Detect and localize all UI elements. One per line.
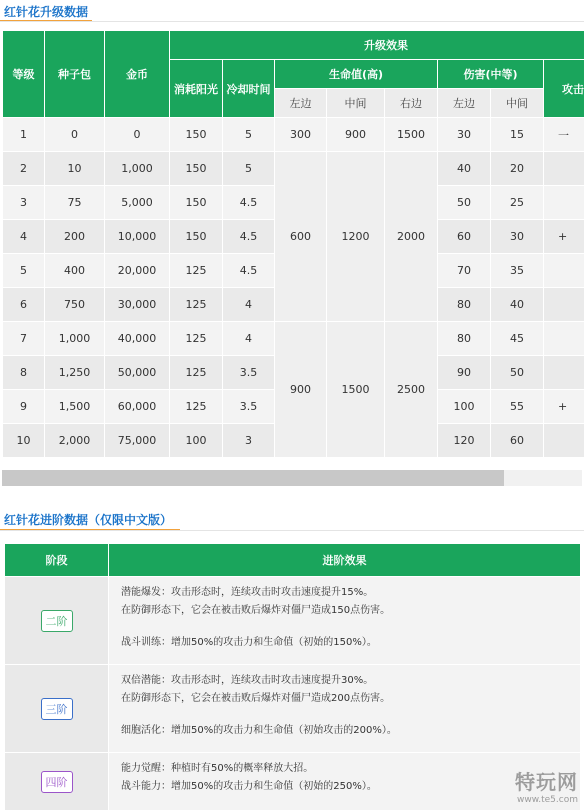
cell-attack: [544, 152, 584, 186]
cell-dmg-left: 60: [438, 220, 491, 254]
cell-attack: [544, 186, 584, 220]
cell-cooldown: 4: [223, 322, 275, 356]
cell-attack: [544, 322, 584, 356]
watermark-logo-text: 特玩网: [515, 766, 578, 795]
cell-cooldown: 4.5: [223, 186, 275, 220]
cell-dmg-left: 30: [438, 118, 491, 152]
cell-attack: [544, 288, 584, 322]
cell-seed: 1,500: [45, 390, 105, 424]
cell-dmg-left: 70: [438, 254, 491, 288]
cell-attack: +: [544, 220, 584, 254]
cell-seed: 400: [45, 254, 105, 288]
stage-cell: [5, 577, 109, 665]
cell-attack: [544, 356, 584, 390]
cell-hp-mid: 1200: [327, 152, 385, 322]
cell-level: 3: [3, 186, 45, 220]
cell-level: 1: [3, 118, 45, 152]
cell-sun: 125: [170, 254, 223, 288]
cell-dmg-mid: 35: [491, 254, 544, 288]
cell-seed: 75: [45, 186, 105, 220]
cell-dmg-mid: 25: [491, 186, 544, 220]
effect-line: 双倍潜能：攻击形态时，连续攻击时攻击速度提升30%。: [121, 672, 580, 690]
cell-hp-right: 2000: [385, 152, 438, 322]
cell-gold: 10,000: [105, 220, 170, 254]
cell-dmg-mid: 20: [491, 152, 544, 186]
cell-seed: 0: [45, 118, 105, 152]
cell-dmg-left: 100: [438, 390, 491, 424]
col-sun-cost: 消耗阳光: [170, 60, 223, 118]
cell-gold: 1,000: [105, 152, 170, 186]
effect-line: 在防御形态下，它会在被击败后爆炸对僵尸造成150点伤害。: [121, 602, 580, 620]
cell-cooldown: 4.5: [223, 254, 275, 288]
site-watermark: [515, 766, 578, 805]
cell-dmg-left: 40: [438, 152, 491, 186]
cell-seed: 200: [45, 220, 105, 254]
cell-level: 9: [3, 390, 45, 424]
upgrade-section-title: 红针花升级数据: [4, 3, 88, 20]
effect-cell: [109, 665, 581, 753]
effect-gap: [121, 708, 580, 722]
col-upgrade-effect: 升级效果: [170, 31, 584, 60]
table-row: [3, 118, 584, 152]
col-hp-left: 左边: [275, 89, 327, 118]
cell-gold: 20,000: [105, 254, 170, 288]
cell-sun: 125: [170, 390, 223, 424]
col-dmg-left: 左边: [438, 89, 491, 118]
cell-sun: 100: [170, 424, 223, 458]
advance-table: [4, 543, 581, 811]
cell-sun: 150: [170, 152, 223, 186]
cell-cooldown: 4.5: [223, 220, 275, 254]
cell-level: 10: [3, 424, 45, 458]
col-hp-right: 右边: [385, 89, 438, 118]
cell-gold: 0: [105, 118, 170, 152]
cell-seed: 1,000: [45, 322, 105, 356]
col-advance-effect: 进阶效果: [109, 544, 581, 577]
cell-level: 2: [3, 152, 45, 186]
cell-sun: 150: [170, 186, 223, 220]
col-dmg-mid: 中间: [491, 89, 544, 118]
cell-cooldown: 5: [223, 118, 275, 152]
cell-dmg-mid: 45: [491, 322, 544, 356]
cell-attack: [544, 254, 584, 288]
scrollbar-thumb[interactable]: [2, 470, 504, 486]
col-attack: 攻击: [544, 60, 584, 118]
cell-seed: 750: [45, 288, 105, 322]
table-row: [5, 753, 581, 811]
cell-level: 5: [3, 254, 45, 288]
cell-cooldown: 3: [223, 424, 275, 458]
cell-dmg-left: 50: [438, 186, 491, 220]
col-level: 等级: [3, 31, 45, 118]
cell-cooldown: 3.5: [223, 390, 275, 424]
upgrade-table: [2, 30, 584, 458]
cell-gold: 30,000: [105, 288, 170, 322]
cell-hp-mid: 1500: [327, 322, 385, 458]
effect-gap: [121, 620, 580, 634]
stage-badge: 四阶: [41, 771, 73, 793]
cell-cooldown: 5: [223, 152, 275, 186]
cell-attack: [544, 424, 584, 458]
upgrade-title-rule: [0, 21, 584, 22]
cell-dmg-mid: 55: [491, 390, 544, 424]
effect-cell: [109, 577, 581, 665]
advance-title-rule: [0, 530, 584, 531]
table-row: [3, 322, 584, 356]
effect-line: 潜能爆发：攻击形态时，连续攻击时攻击速度提升15%。: [121, 584, 580, 602]
col-damage: 伤害(中等): [438, 60, 544, 89]
table-row: [5, 577, 581, 665]
cell-sun: 150: [170, 220, 223, 254]
col-cooldown: 冷却时间: [223, 60, 275, 118]
horizontal-scrollbar[interactable]: [2, 470, 582, 486]
cell-cooldown: 4: [223, 288, 275, 322]
cell-sun: 125: [170, 322, 223, 356]
col-hp: 生命值(高): [275, 60, 438, 89]
cell-gold: 75,000: [105, 424, 170, 458]
advance-section-title: 红针花进阶数据（仅限中文版）: [4, 511, 172, 528]
col-gold: 金币: [105, 31, 170, 118]
cell-sun: 150: [170, 118, 223, 152]
cell-dmg-mid: 60: [491, 424, 544, 458]
cell-sun: 125: [170, 356, 223, 390]
cell-gold: 5,000: [105, 186, 170, 220]
cell-dmg-mid: 30: [491, 220, 544, 254]
cell-seed: 1,250: [45, 356, 105, 390]
cell-seed: 2,000: [45, 424, 105, 458]
cell-attack: 一: [544, 118, 584, 152]
cell-hp-right: 2500: [385, 322, 438, 458]
effect-line: 能力觉醒：种植时有50%的概率释放大招。: [121, 760, 580, 778]
cell-hp-mid: 900: [327, 118, 385, 152]
cell-level: 7: [3, 322, 45, 356]
cell-cooldown: 3.5: [223, 356, 275, 390]
table-row: [5, 665, 581, 753]
stage-badge: 二阶: [41, 610, 73, 632]
cell-level: 8: [3, 356, 45, 390]
stage-badge: 三阶: [41, 698, 73, 720]
effect-line: 在防御形态下，它会在被击败后爆炸对僵尸造成200点伤害。: [121, 690, 580, 708]
stage-cell: [5, 665, 109, 753]
cell-dmg-left: 90: [438, 356, 491, 390]
effect-cell: [109, 753, 581, 811]
cell-dmg-mid: 40: [491, 288, 544, 322]
cell-hp-left: 900: [275, 322, 327, 458]
cell-dmg-left: 120: [438, 424, 491, 458]
effect-line: 战斗能力：增加50%的攻击力和生命值（初始的250%）。: [121, 778, 580, 796]
cell-seed: 10: [45, 152, 105, 186]
watermark-url: www.te5.com: [515, 795, 578, 805]
stage-cell: [5, 753, 109, 811]
cell-hp-right: 1500: [385, 118, 438, 152]
upgrade-table-container[interactable]: [2, 30, 584, 466]
cell-dmg-mid: 50: [491, 356, 544, 390]
cell-gold: 60,000: [105, 390, 170, 424]
effect-line: 细胞活化：增加50%的攻击力和生命值（初始攻击的200%）。: [121, 722, 580, 740]
cell-dmg-left: 80: [438, 288, 491, 322]
cell-gold: 50,000: [105, 356, 170, 390]
cell-gold: 40,000: [105, 322, 170, 356]
cell-hp-left: 600: [275, 152, 327, 322]
cell-level: 6: [3, 288, 45, 322]
table-row: [3, 152, 584, 186]
cell-level: 4: [3, 220, 45, 254]
advance-table-container: [4, 543, 580, 811]
cell-sun: 125: [170, 288, 223, 322]
col-hp-mid: 中间: [327, 89, 385, 118]
col-seed-packs: 种子包: [45, 31, 105, 118]
effect-line: 战斗训练：增加50%的攻击力和生命值（初始的150%）。: [121, 634, 580, 652]
cell-dmg-mid: 15: [491, 118, 544, 152]
cell-attack: +: [544, 390, 584, 424]
cell-dmg-left: 80: [438, 322, 491, 356]
col-stage: 阶段: [5, 544, 109, 577]
cell-hp-left: 300: [275, 118, 327, 152]
